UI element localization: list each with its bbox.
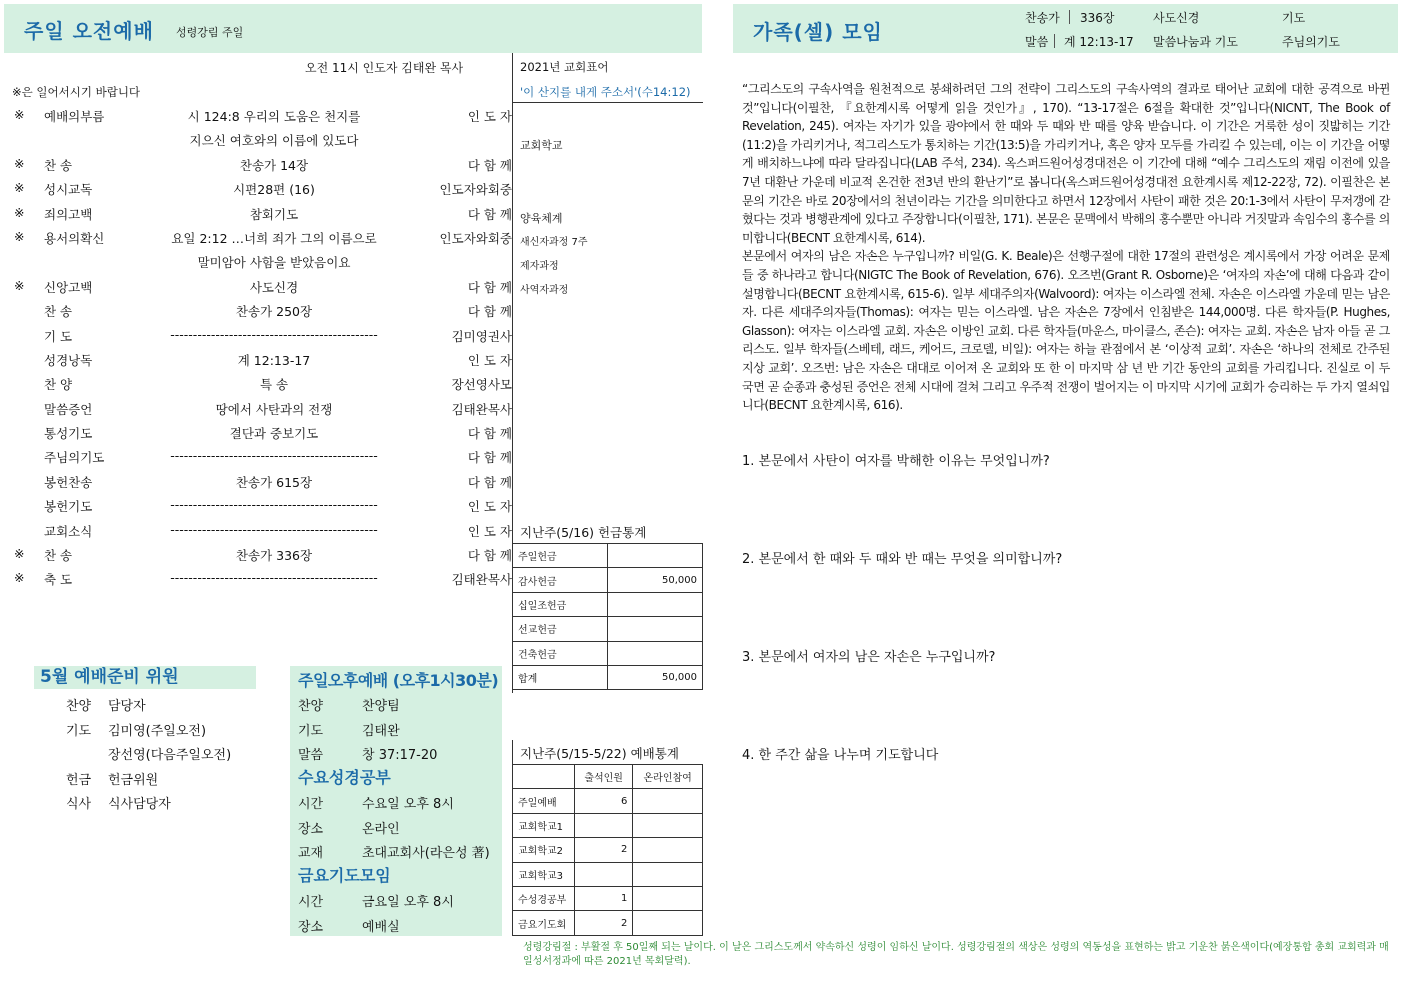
order-item-leader: 김미영권사 [451, 328, 512, 344]
order-item-name: 찬 송 [44, 548, 73, 564]
order-item-content: ---------------------------------------------- [170, 448, 378, 464]
commentary-paragraph: 본문에서 여자의 남은 자손은 누구입니까? 비일(G. K. Beale)은 선행구절에 대한 17절의 관련성은 계시록에서 가장 어려운 문제들 중 하나라고 합니다(NIGTC The Book of Revelation, 676). 오즈번(Grant R. Osborne)은 ‘여자의 자손’에 대해 다음과 같이 설명합니다(BECNT 요한계시록, 615-6). 일부 세대주의자(Walvoord): 여자는 이스라엘 전체. 자손은 이스라엘 가운데 믿는 남은 자. 다른 세대주의자들(Thomas): 여자는 믿는 이스라엘. 남은 자손은 7장에서 인침받은 144,000명. 다른 학자들(P. Hughes, Glasson): 여자는 이스라엘 교회. 자손은 이방인 교회. 다른 학자들(마운스, 마이클스, 존슨): 여자는 교회. 자손은 남자 아들 곧 그리스도. 일부 학자들(스베테, 래드, 케어드, 크로델, 비일): 여자는 하늘 관점에서 본 ‘이상적 교회’. 자손은 ‘하나의 전체로 간주된 지상 교회’. 오즈번: 남은 자손은 대대로 이어져 온 교회와 또 한 이 마지막 삼 년 반 기간 동안의 교회를 가리킵니다. 진실로 이 두 국면 곧 순종과 충성된 증언은 전체 시대에 걸쳐 그리고 우주적 전쟁이 벌어지는 이 마지막 시기에 교회가 승리하는 두 가지 열쇠입니다(BECNT 요한계시록, 616). [742, 249, 1390, 413]
table-row [513, 665, 703, 689]
order-item-name: 성경낭독 [44, 352, 93, 368]
question: 4. 한 주간 삶을 나누며 기도합니다 [742, 748, 939, 763]
order-item-content: 참회기도 [249, 206, 299, 222]
stand-note: ※은 일어서시기 바랍니다 [12, 85, 141, 99]
order-item-content: 결단과 중보기도 [229, 426, 319, 442]
order-item-content: 시편28편 (16) [233, 182, 315, 198]
list-value: 김태완 [362, 723, 400, 739]
order-item-leader: 인 도 자 [467, 499, 512, 515]
wednesday-title: 수요성경공부 [298, 768, 391, 787]
list-value: 장선영(다음주일오전) [108, 748, 232, 763]
offering-amount [608, 592, 703, 616]
order-item-leader: 다 함 께 [467, 474, 512, 490]
list-key: 헌금 [66, 772, 92, 788]
order-row [10, 298, 510, 322]
order-item-content: 계 12:13-17 [237, 352, 311, 368]
attendance-label: 주일예배 [513, 789, 575, 813]
offering-amount: 50,000 [608, 665, 703, 689]
attendance-present: 2 [575, 838, 633, 862]
order-item-content: 시 124:8 우리의 도움은 천지를 [187, 109, 361, 124]
sharing: 말씀나눔과 기도 [1153, 35, 1238, 49]
attendance-online [633, 862, 703, 886]
table-row [513, 544, 703, 568]
word-label: 말씀 [1025, 35, 1049, 49]
order-item-name: 신앙고백 [44, 279, 93, 295]
order-row [10, 542, 510, 566]
order-item-leader: 다 함 께 [467, 304, 512, 320]
order-item-content: 찬송가 336장 [235, 548, 313, 564]
order-row [10, 152, 510, 176]
table-row [513, 617, 703, 641]
list-value: 김미영(주일오전) [108, 723, 207, 739]
question: 1. 본문에서 사탄이 여자를 박해한 이유는 무엇입니까? [742, 454, 1050, 469]
order-row [10, 201, 510, 225]
offering-title: 지난주(5/16) 헌금통계 [520, 525, 647, 540]
order-row [10, 518, 510, 542]
order-item-content: 말미암아 사함을 받았음이요 [197, 255, 351, 271]
friday-title: 금요기도모임 [298, 866, 391, 885]
order-item-leader: 다 함 께 [467, 450, 512, 466]
list-value: 금요일 오후 8시 [362, 895, 454, 910]
order-item-content: 찬송가 14장 [239, 157, 309, 173]
attendance-label: 교회학교1 [513, 813, 575, 837]
stand-mark: ※ [14, 570, 25, 586]
attendance-table [512, 764, 703, 936]
left-header [4, 4, 702, 53]
offering-amount [608, 641, 703, 665]
attendance-online [633, 813, 703, 837]
order-item-name: 찬 송 [44, 304, 73, 320]
stand-mark: ※ [14, 228, 25, 244]
order-item-leader: 인도자와회중 [439, 182, 512, 198]
order-item-name: 찬 양 [44, 377, 73, 393]
offering-table [512, 543, 703, 690]
header-separator [1069, 10, 1070, 24]
prayer: 기도 [1282, 11, 1306, 25]
order-item-content: ---------------------------------------------- [170, 497, 378, 513]
offering-amount: 50,000 [608, 568, 703, 592]
list-key: 시간 [298, 797, 324, 812]
list-value: 창 37:17-20 [362, 748, 438, 763]
order-item-leader: 다 함 께 [467, 279, 512, 295]
list-key: 식사 [66, 797, 92, 812]
attendance-online [633, 838, 703, 862]
church-school-label: 교회학교 [520, 139, 563, 152]
order-row [10, 323, 510, 347]
table-row [513, 838, 703, 862]
offering-label: 주일헌금 [513, 544, 608, 568]
column-header: 출석인원 [575, 765, 633, 789]
attendance-present [575, 813, 633, 837]
table-header-row [513, 765, 703, 789]
order-row [10, 225, 510, 249]
worship-order [10, 103, 510, 591]
order-item-name: 말씀증언 [44, 401, 93, 417]
afternoon-title: 주일오후예배 (오후1시30분) [298, 671, 499, 690]
order-row [10, 347, 510, 371]
order-row [10, 493, 510, 517]
word-passage: 계 12:13-17 [1064, 35, 1134, 49]
hymn-number: 336장 [1080, 11, 1115, 25]
order-row [10, 444, 510, 468]
order-item-content: ---------------------------------------------- [170, 326, 378, 342]
list-key: 교재 [298, 846, 324, 861]
attendance-online [633, 911, 703, 935]
question: 3. 본문에서 여자의 남은 자손은 누구입니까? [742, 650, 996, 665]
order-item-content: 찬송가 250장 [235, 304, 313, 320]
lords-prayer: 주님의기도 [1282, 35, 1340, 49]
motto-label: 2021년 교회표어 [520, 60, 609, 74]
footnote-text: 부활절 후 50일째 되는 날이다. 이 날은 그리스도께서 약속하신 성령이 임하신 날이다. 성령강림절의 색상은 성령의 역동성을 표현하는 밝고 기운찬 붉은색이다(예장통합 총회 교회력과 매일성서정과에 따른 2021년 목회달력). [523, 942, 1389, 967]
order-item-content: 찬송가 615장 [235, 474, 313, 490]
order-item-leader: 인 도 자 [467, 109, 512, 124]
list-value: 초대교회사(라은성 著) [362, 846, 490, 861]
list-value: 담당자 [108, 699, 146, 714]
order-item-name: 예배의부름 [44, 109, 105, 124]
order-item-leader: 장선영사모 [451, 377, 512, 393]
order-row [10, 469, 510, 493]
header-blank [513, 765, 575, 789]
commentary-paragraph: “그리스도의 구속사역을 원천적으로 봉쇄하려던 그의 전략이 그리스도의 구속사역의 결과로 태어난 교회에 대한 공격으로 바뀐 것”입니다(이필찬, 『요한계시록 어떻게 읽을 것인가』, 170). “13-17절은 6절을 확대한 것”입니다(NICNT, The Book of Revelation, 245). 여자는 자기가 있을 광야에서 한 때와 두 때와 반 때를 양육 받습니다. 이 기간은 거룩한 성이 짓밟히는 기간(11:2)을 가리키거나, 적그리스도가 통치하는 기간(13:5)을 가리키거나, 혹은 양자 모두를 가리킬 수 있는데, 이는 이 기간을 어떻게 배치하느냐에 따라 달라집니다(LAB 주석, 234). 옥스퍼드원어성경대전은 이 기간에 대해 “예수 그리스도의 재림 이전에 있을 7년 대환난 가운데 비교적 온건한 전3년 반의 환난기”로 봅니다(옥스퍼드원어성경대전 요한계시록 제12-22장, 72). 이필찬은 본문의 기간은 바로 20장에서의 천년이라는 기간을 의미한다고 하면서 12장에서 사탄이 패한 것은 20:1-3에서 사탄이 무저갱에 갇혔다는 것과 병행관계에 있다고 주장합니다(이필찬, 171). 본문은 문맥에서 박해의 홍수뿐만 아니라 거짓말과 속임수의 홍수를 의미합니다(BECNT 요한계시록, 614). [742, 82, 1390, 245]
order-item-name: 주님의기도 [44, 450, 105, 466]
order-item-content: ---------------------------------------------- [170, 570, 378, 586]
right-header [733, 4, 1398, 53]
table-row [513, 641, 703, 665]
commentary [742, 80, 1390, 415]
order-item-content: 특 송 [259, 377, 289, 393]
offering-label: 십일조헌금 [513, 592, 608, 616]
stand-mark: ※ [14, 107, 25, 122]
order-item-name: 봉헌찬송 [44, 474, 93, 490]
cell-title: 가족(셀) 모임 [753, 20, 883, 44]
order-item-name: 죄의고백 [44, 206, 93, 222]
service-subtitle: 성령강림 주일 [176, 26, 244, 39]
service-title: 주일 오전예배 [24, 19, 154, 43]
order-row [10, 420, 510, 444]
attendance-title: 지난주(5/15-5/22) 예배통계 [520, 746, 679, 761]
leader-line: 오전 11시 인도자 김태완 목사 [305, 61, 464, 75]
order-item-content: ---------------------------------------------- [170, 521, 378, 537]
order-row [10, 274, 510, 298]
question: 2. 본문에서 한 때와 두 때와 반 때는 무엇을 의미합니까? [742, 552, 1063, 567]
attendance-label: 수성경공부 [513, 886, 575, 910]
list-value: 수요일 오후 8시 [362, 797, 454, 812]
order-row [10, 176, 510, 200]
list-value: 예배실 [362, 919, 400, 935]
order-item-name: 교회소식 [44, 523, 93, 539]
order-item-content: 지으신 여호와의 이름에 있도다 [189, 133, 359, 149]
stand-mark: ※ [14, 180, 25, 196]
nurture-item: 새신자과정 7주 [520, 237, 588, 248]
order-item-name: 용서의확신 [44, 230, 105, 246]
nurture-item: 사역자과정 [520, 285, 569, 296]
list-value: 식사담당자 [108, 797, 171, 812]
list-key: 시간 [298, 895, 324, 910]
footnote [523, 941, 1393, 969]
order-item-name: 통성기도 [44, 426, 93, 442]
list-value: 온라인 [362, 821, 400, 837]
order-item-leader: 다 함 께 [467, 206, 512, 222]
motto-text: '이 산지를 내게 주소서'(수14:12) [520, 85, 691, 99]
motto-underline [513, 102, 703, 103]
table-row [513, 813, 703, 837]
list-key: 찬양 [298, 699, 324, 714]
order-item-name: 성시교독 [44, 182, 93, 198]
table-row [513, 862, 703, 886]
order-row [10, 249, 510, 273]
order-item-leader: 인 도 자 [467, 523, 512, 539]
footnote-label: 성령강림절 : [523, 942, 578, 953]
header-separator [1054, 34, 1055, 48]
order-row [10, 127, 510, 151]
order-item-content: 땅에서 사탄과의 전쟁 [215, 401, 333, 417]
order-item-leader: 다 함 께 [467, 548, 512, 564]
attendance-present [575, 862, 633, 886]
attendance-label: 교회학교2 [513, 838, 575, 862]
order-item-leader: 다 함 께 [467, 426, 512, 442]
stand-mark: ※ [14, 277, 25, 293]
attendance-present: 2 [575, 911, 633, 935]
table-row [513, 911, 703, 935]
table-row [513, 789, 703, 813]
attendance-online [633, 886, 703, 910]
attendance-present: 1 [575, 886, 633, 910]
list-key: 찬양 [66, 699, 92, 714]
hymn-label: 찬송가 [1025, 11, 1060, 25]
list-value: 헌금위원 [108, 772, 159, 788]
list-key: 기도 [298, 723, 324, 739]
table-row [513, 886, 703, 910]
order-item-leader: 다 함 께 [467, 157, 512, 173]
offering-label: 건축헌금 [513, 641, 608, 665]
order-row [10, 371, 510, 395]
offering-amount [608, 544, 703, 568]
offering-label: 합계 [513, 665, 608, 689]
nurture-item: 제자과정 [520, 261, 559, 272]
order-item-content: 요일 2:12 …너희 죄가 그의 이름으로 [171, 230, 377, 246]
order-item-leader: 인 도 자 [467, 352, 512, 368]
order-item-leader: 인도자와회중 [439, 230, 512, 246]
table-row [513, 568, 703, 592]
offering-label: 감사헌금 [513, 568, 608, 592]
order-item-name: 기 도 [44, 328, 73, 344]
list-key: 말씀 [298, 748, 324, 763]
order-item-name: 봉헌기도 [44, 499, 93, 515]
column-header: 온라인참여 [633, 765, 703, 789]
order-item-leader: 김태완목사 [451, 572, 512, 588]
creed: 사도신경 [1153, 11, 1200, 25]
attendance-label: 교회학교3 [513, 862, 575, 886]
stand-mark: ※ [14, 546, 25, 562]
order-row [10, 103, 510, 127]
list-key: 장소 [298, 919, 324, 935]
offering-label: 선교헌금 [513, 617, 608, 641]
attendance-label: 금요기도회 [513, 911, 575, 935]
attendance-present: 6 [575, 789, 633, 813]
order-item-name: 축 도 [44, 572, 73, 588]
list-key: 기도 [66, 723, 92, 739]
order-row [10, 396, 510, 420]
stand-mark: ※ [14, 155, 25, 171]
nurture-title: 양육체계 [520, 212, 563, 225]
order-item-name: 찬 송 [44, 157, 73, 173]
stand-mark: ※ [14, 204, 25, 220]
order-item-content: 사도신경 [249, 279, 299, 295]
list-value: 찬양팀 [362, 699, 400, 714]
table-row [513, 592, 703, 616]
order-item-leader: 김태완목사 [451, 401, 512, 417]
attendance-online [633, 789, 703, 813]
offering-amount [608, 617, 703, 641]
list-key: 장소 [298, 821, 324, 837]
order-row [10, 566, 510, 590]
prep-title: 5월 예배준비 위원 [34, 666, 256, 689]
